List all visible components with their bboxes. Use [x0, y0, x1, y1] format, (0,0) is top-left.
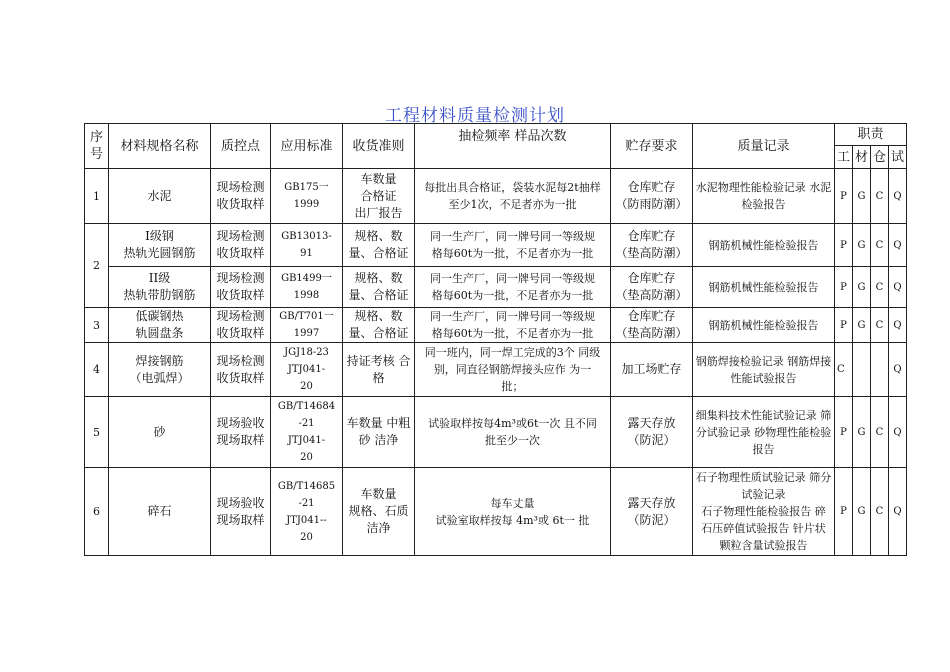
control-point-line: 收货取样: [216, 326, 265, 340]
quality-record-line: 石子物理性质试验记录 筛分: [695, 471, 832, 484]
header-sampling: 抽检频率 样品次数: [415, 124, 611, 169]
quality-record: [693, 224, 835, 267]
sampling-frequency-line: 格每60t为一批，不足者亦为一批: [431, 289, 594, 302]
table-row: [85, 308, 907, 343]
material-name: [109, 343, 211, 397]
material-name-line: I级钢: [145, 229, 174, 243]
duty-cell: [871, 343, 889, 397]
sampling-frequency: [415, 397, 611, 468]
receive-criteria-line: 规格、数: [354, 229, 403, 243]
material-name-line: 低碳钢热: [135, 309, 184, 323]
duty-cell: Q: [889, 397, 907, 468]
receive-criteria: [343, 169, 415, 224]
header-seq: 序号: [85, 124, 109, 169]
control-point-line: 收货取样: [216, 246, 265, 260]
header-standard: 应用标准: [271, 124, 343, 169]
row-number: 1: [85, 169, 109, 224]
control-point-line: 收货取样: [216, 197, 265, 211]
storage-requirement: [611, 267, 693, 308]
duty-cell: P: [835, 169, 853, 224]
duty-cell: C: [871, 397, 889, 468]
applied-standard-line: 91: [300, 248, 313, 259]
applied-standard-line: GB13013-: [281, 231, 332, 242]
quality-record: [693, 169, 835, 224]
row-number: 4: [85, 343, 109, 397]
control-point: [211, 343, 271, 397]
header-duty-col: 试: [889, 146, 907, 169]
receive-criteria-line: 量、合格证: [348, 288, 409, 302]
storage-requirement-line: 仓库贮存: [627, 229, 676, 243]
quality-record-line: 分试验记录 砂物理性能检验: [695, 425, 832, 439]
receive-criteria: [343, 267, 415, 308]
duty-cell: Q: [889, 468, 907, 556]
row-number: 5: [85, 397, 109, 468]
sampling-frequency-line: 试验室取样按每 4m³或 6t一 批: [435, 513, 590, 527]
storage-requirement-line: （垫高防潮）: [615, 326, 688, 340]
sampling-frequency: [415, 468, 611, 556]
duty-cell: C: [871, 267, 889, 308]
duty-cell: C: [871, 169, 889, 224]
receive-criteria: [343, 468, 415, 556]
table-row: [85, 267, 907, 308]
storage-requirement: [611, 397, 693, 468]
sampling-frequency-line: 试验取样按每4m³或6t一次 且不同: [428, 417, 597, 430]
duty-cell: Q: [889, 169, 907, 224]
header-duty: 职责: [835, 124, 907, 146]
receive-criteria-line: 车数量 中粗: [346, 416, 411, 430]
duty-cell: P: [835, 468, 853, 556]
applied-standard: [271, 468, 343, 556]
receive-criteria-line: 砂 洁净: [358, 433, 399, 447]
duty-cell: G: [853, 308, 871, 343]
material-name-line: 轨圆盘条: [135, 326, 184, 340]
table-row: [85, 397, 907, 468]
material-name-line: 砂: [153, 424, 166, 439]
sampling-frequency-line: 格每60t为一批，不足者亦为一批: [431, 327, 594, 340]
duty-cell: G: [853, 397, 871, 468]
duty-cell: C: [871, 468, 889, 556]
table-row: [85, 468, 907, 556]
control-point-line: 现场检测: [216, 309, 265, 323]
material-name: [109, 308, 211, 343]
quality-record: [693, 267, 835, 308]
control-point-line: 现场验收: [216, 416, 265, 430]
quality-record-line: 石子物理性能检验报告 碎: [701, 505, 826, 518]
material-name: [109, 267, 211, 308]
quality-record: [693, 308, 835, 343]
quality-record: [693, 397, 835, 468]
duty-cell: [853, 343, 871, 397]
quality-record: [693, 468, 835, 556]
storage-requirement-line: （垫高防潮）: [615, 288, 688, 302]
control-point: [211, 308, 271, 343]
quality-record-line: 石压碎值试验报告 针片状: [701, 522, 826, 535]
applied-standard: [271, 397, 343, 468]
sampling-frequency-line: 每批出具合格证，袋装水泥每2t抽样: [424, 181, 601, 194]
quality-record-line: 检验报告: [741, 198, 786, 211]
duty-cell: G: [853, 267, 871, 308]
quality-record-line: 钢筋机械性能检验报告: [708, 280, 819, 294]
receive-criteria: [343, 397, 415, 468]
applied-standard: [271, 224, 343, 267]
storage-requirement-line: 加工场贮存: [621, 362, 682, 376]
control-point: [211, 397, 271, 468]
material-name: [109, 468, 211, 556]
storage-requirement-line: （防泥）: [627, 512, 676, 527]
applied-standard-line: GB175一: [284, 182, 329, 193]
receive-criteria-line: 量、合格证: [348, 246, 409, 260]
receive-criteria-line: 持证考核 合: [346, 353, 411, 368]
storage-requirement: [611, 468, 693, 556]
quality-record-line: 钢筋机械性能检验报告: [708, 318, 819, 332]
applied-standard-line: GB/T14684 -21: [277, 401, 336, 429]
sampling-frequency: [415, 343, 611, 397]
duty-cell: Q: [889, 343, 907, 397]
duty-cell: P: [835, 308, 853, 343]
duty-cell: Q: [889, 267, 907, 308]
receive-criteria-line: 规格、数: [354, 271, 403, 285]
quality-record: [693, 343, 835, 397]
applied-standard-line: 20: [300, 381, 313, 392]
quality-record-line: 报告: [752, 442, 775, 456]
duty-cell: P: [835, 397, 853, 468]
storage-requirement-line: 露天存放: [627, 416, 676, 430]
header-material: 材料规格名称: [109, 124, 211, 169]
control-point-line: 现场检测: [216, 271, 265, 285]
storage-requirement-line: 仓库贮存: [627, 180, 676, 194]
duty-cell: P: [835, 267, 853, 308]
applied-standard-line: GB1499一: [281, 273, 332, 284]
storage-requirement: [611, 343, 693, 397]
control-point-line: 现场取样: [216, 512, 265, 527]
material-name-line: 热轨光圆钢筋: [123, 246, 196, 260]
control-point: [211, 169, 271, 224]
receive-criteria: [343, 308, 415, 343]
storage-requirement-line: （垫高防潮）: [615, 246, 688, 260]
receive-criteria-line: 量、合格证: [348, 326, 409, 340]
control-point-line: 现场取样: [216, 433, 265, 447]
receive-criteria-line: 规格、石质: [348, 504, 409, 518]
duty-cell: Q: [889, 224, 907, 267]
header-duty-col: 仓: [871, 146, 889, 169]
duty-cell: C: [871, 224, 889, 267]
material-name-line: 热轨带肋钢筋: [123, 288, 196, 302]
receive-criteria: [343, 343, 415, 397]
table-row: [85, 224, 907, 267]
sampling-frequency-line: 批至少一次: [485, 434, 540, 447]
header-control: 质控点: [211, 124, 271, 169]
header-row-1: [85, 124, 907, 146]
receive-criteria-line: 合格证: [360, 188, 397, 203]
applied-standard: [271, 343, 343, 397]
table-row: [85, 169, 907, 224]
receive-criteria: [343, 224, 415, 267]
control-point-line: 收货取样: [216, 288, 265, 302]
sampling-frequency-line: 同一生产厂，同一牌号同一等级规: [430, 230, 595, 243]
sampling-frequency: [415, 308, 611, 343]
sampling-frequency-line: 至少1次，不足者亦为一批: [448, 198, 577, 211]
applied-standard: [271, 169, 343, 224]
applied-standard-line: 1998: [293, 290, 320, 301]
header-duty-col: 材: [853, 146, 871, 169]
material-name-line: 水泥: [147, 188, 172, 203]
header-receive: 收货准则: [343, 124, 415, 169]
applied-standard-line: 1999: [293, 199, 320, 210]
row-number: 6: [85, 468, 109, 556]
applied-standard-line: GB/T701一: [279, 311, 334, 322]
sampling-frequency: [415, 224, 611, 267]
duty-cell: Q: [889, 308, 907, 343]
sampling-frequency-line: 别，同直径钢筋焊接头应作 为一: [433, 363, 592, 376]
sampling-frequency-line: 每车丈量: [490, 496, 535, 510]
sampling-frequency-line: 同一生产厂，同一牌号同一等级规: [430, 310, 595, 323]
control-point-line: 现场检测: [216, 353, 265, 368]
material-name-line: 碎石: [147, 504, 172, 518]
material-name-line: II级: [148, 271, 171, 285]
duty-cell: C: [871, 308, 889, 343]
applied-standard-line: JTJ041-: [287, 364, 326, 375]
material-name: [109, 169, 211, 224]
applied-standard: [271, 308, 343, 343]
applied-standard-line: JTJ041-: [287, 435, 326, 446]
material-name-line: （电弧焊）: [129, 370, 190, 385]
storage-requirement-line: 仓库贮存: [627, 309, 676, 323]
control-point-line: 收货取样: [216, 370, 265, 385]
applied-standard-line: 1997: [293, 328, 320, 339]
duty-cell: G: [853, 169, 871, 224]
table-row: [85, 343, 907, 397]
quality-record-line: 试验记录: [741, 488, 786, 501]
quality-record-line: 颗粒含量试验报告: [719, 539, 808, 552]
duty-cell: C: [835, 343, 853, 397]
row-number: 2: [85, 224, 109, 308]
sampling-frequency-line: 同一生产厂，同一牌号同一等级规: [430, 272, 595, 285]
quality-record-line: 钢筋机械性能检验报告: [708, 238, 819, 252]
control-point-line: 现场检测: [216, 229, 265, 243]
control-point-line: 现场检测: [216, 180, 265, 194]
applied-standard-line: 20: [300, 452, 313, 463]
duty-cell: P: [835, 224, 853, 267]
sampling-frequency-line: 格每60t为一批，不足者亦为一批: [431, 247, 594, 260]
row-number: 3: [85, 308, 109, 343]
sampling-frequency: [415, 267, 611, 308]
storage-requirement: [611, 308, 693, 343]
applied-standard: [271, 267, 343, 308]
storage-requirement-line: （防泥）: [627, 433, 676, 447]
applied-standard-line: JTJ041--: [286, 514, 327, 526]
header-storage: 贮存要求: [611, 124, 693, 169]
receive-criteria-line: 洁净: [366, 521, 391, 535]
quality-record-line: 性能试验报告: [730, 371, 797, 385]
applied-standard-line: 20: [300, 531, 313, 543]
storage-requirement: [611, 169, 693, 224]
sampling-frequency-line: 同一班内，同一焊工完成的3个 同级: [424, 346, 601, 359]
storage-requirement-line: 仓库贮存: [627, 271, 676, 285]
quality-record-line: 钢筋焊接检验记录 钢筋焊接: [695, 354, 832, 368]
applied-standard-line: GB/T14685 -21: [277, 480, 336, 509]
header-record: 质量记录: [693, 124, 835, 169]
applied-standard-line: JGJ18-23: [284, 347, 329, 358]
receive-criteria-line: 车数量: [360, 171, 397, 186]
header-duty-col: 工: [835, 146, 853, 169]
material-name-line: 焊接钢筋: [135, 353, 184, 368]
duty-cell: G: [853, 224, 871, 267]
material-name: [109, 224, 211, 267]
control-point: [211, 267, 271, 308]
inspection-plan-table: [84, 123, 907, 556]
material-name: [109, 397, 211, 468]
receive-criteria-line: 车数量: [360, 487, 397, 501]
quality-record-line: 细集料技术性能试验记录 筛: [695, 408, 832, 422]
duty-cell: G: [853, 468, 871, 556]
page-title: 工程材料质量检测计划: [385, 106, 565, 126]
storage-requirement-line: 露天存放: [627, 495, 676, 510]
quality-record-line: 水泥物理性能检验记录 水泥: [695, 181, 832, 194]
sampling-frequency: [415, 169, 611, 224]
receive-criteria-line: 出厂报告: [354, 205, 403, 220]
control-point: [211, 224, 271, 267]
control-point: [211, 468, 271, 556]
storage-requirement: [611, 224, 693, 267]
receive-criteria-line: 规格、数: [354, 309, 403, 323]
control-point-line: 现场验收: [216, 495, 265, 510]
storage-requirement-line: （防雨防潮）: [615, 197, 688, 211]
sampling-frequency-line: 批；: [501, 380, 524, 393]
receive-criteria-line: 格: [372, 370, 385, 385]
